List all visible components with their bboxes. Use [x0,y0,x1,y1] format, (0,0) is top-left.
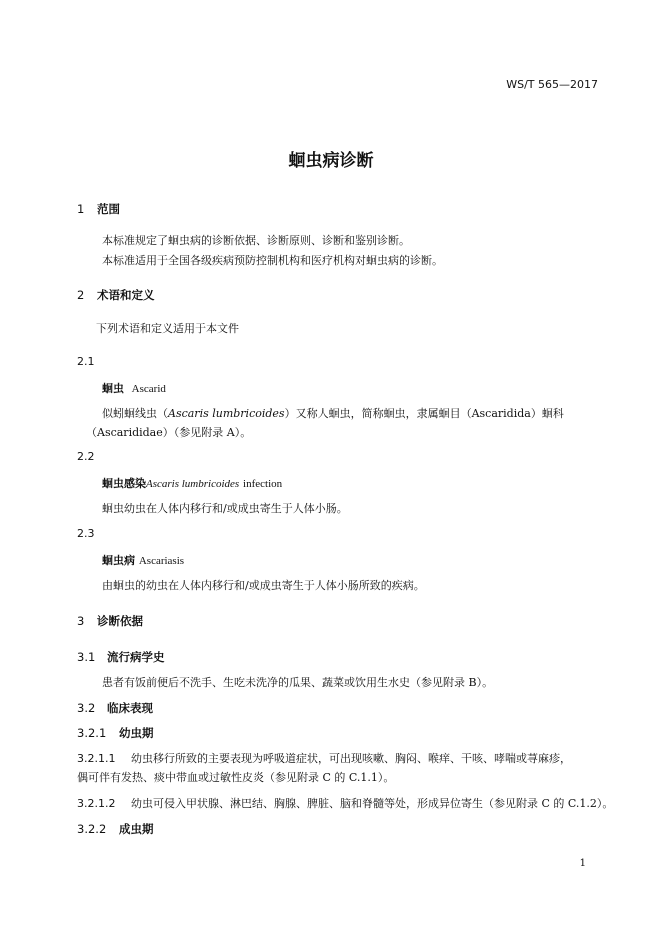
subsection-3-2-1-heading [77,725,154,741]
section-2-heading [77,287,155,303]
term-definition-cont: （Ascarididae）（参见附录 A）。 [86,426,252,439]
term-definition [102,405,564,421]
subsection-3-1-heading [77,649,165,665]
term-number: 2.3 [77,527,95,540]
section-title: 诊断依据 [97,614,143,628]
scientific-name: Ascaris lumbricoides [168,407,285,420]
paragraph: 患者有饭前便后不洗手、生吃未洗净的瓜果、蔬菜或饮用生水史（参见附录 B）。 [102,676,494,689]
clause-text-cont: 偶可伴有发热、痰中带血或过敏性皮炎（参见附录 C 的 C.1.1）。 [77,771,395,784]
term-zh: 蛔虫病 [102,554,135,567]
paragraph: 本标准适用于全国各级疾病预防控制机构和医疗机构对蛔虫病的诊断。 [102,254,443,267]
term-en: Ascariasis [138,555,185,567]
section-number: 2 [77,288,85,302]
section-title: 范围 [97,202,120,216]
term-en-italic: Ascaris lumbricoides [146,478,240,490]
subsection-title: 临床表现 [107,701,153,715]
section-1-heading [77,201,120,217]
paragraph: 下列术语和定义适用于本文件 [96,322,239,335]
section-number: 3 [77,614,85,628]
clause-text: 幼虫可侵入甲状腺、淋巴结、胸腺、脾脏、脑和脊髓等处，形成异位寄生（参见附录 C 的 C.1.2）。 [131,797,614,810]
definition-text: 似蚓蛔线虫（ [102,407,168,420]
term-zh: 蛔虫 [102,382,124,395]
page-number: 1 [579,858,586,869]
subsection-number: 3.2.2 [77,822,107,836]
clause-number: 3.2.1.1 [77,752,116,765]
subsection-number: 3.2.1 [77,726,107,740]
subsection-title: 成虫期 [119,822,154,836]
clause-3-2-1-1 [77,750,571,766]
term-entry [102,552,184,568]
section-number: 1 [77,202,85,216]
term-entry [102,380,166,396]
subsection-3-2-2-heading [77,821,154,837]
term-definition: 由蛔虫的幼虫在人体内移行和/或成虫寄生于人体小肠所致的疾病。 [102,579,425,592]
subsection-number: 3.1 [77,650,96,664]
term-zh: 蛔虫感染 [102,477,146,490]
term-number: 2.1 [77,355,95,368]
term-en: Ascarid [131,383,166,395]
section-title: 术语和定义 [97,288,155,302]
document-title: 蛔虫病诊断 [288,151,374,171]
subsection-number: 3.2 [77,701,96,715]
definition-text: ）又称人蛔虫，简称蛔虫，隶属蛔目（Ascaridida）蛔科 [284,407,564,420]
term-number: 2.2 [77,450,95,463]
paragraph: 本标准规定了蛔虫病的诊断依据、诊断原则、诊断和鉴别诊断。 [102,234,410,247]
term-entry [102,475,282,491]
term-definition: 蛔虫幼虫在人体内移行和/或成虫寄生于人体小肠。 [102,502,348,515]
standard-number: WS/T 565—2017 [506,78,598,91]
clause-text: 幼虫移行所致的主要表现为呼吸道症状，可出现咳嗽、胸闷、喉痒、干咳、哮喘或荨麻疹， [131,752,571,765]
term-en: infection [243,478,283,490]
subsection-3-2-heading [77,700,153,716]
subsection-title: 流行病学史 [107,650,165,664]
section-3-heading [77,613,143,629]
clause-3-2-1-2 [77,795,613,811]
clause-number: 3.2.1.2 [77,797,116,810]
subsection-title: 幼虫期 [119,726,154,740]
